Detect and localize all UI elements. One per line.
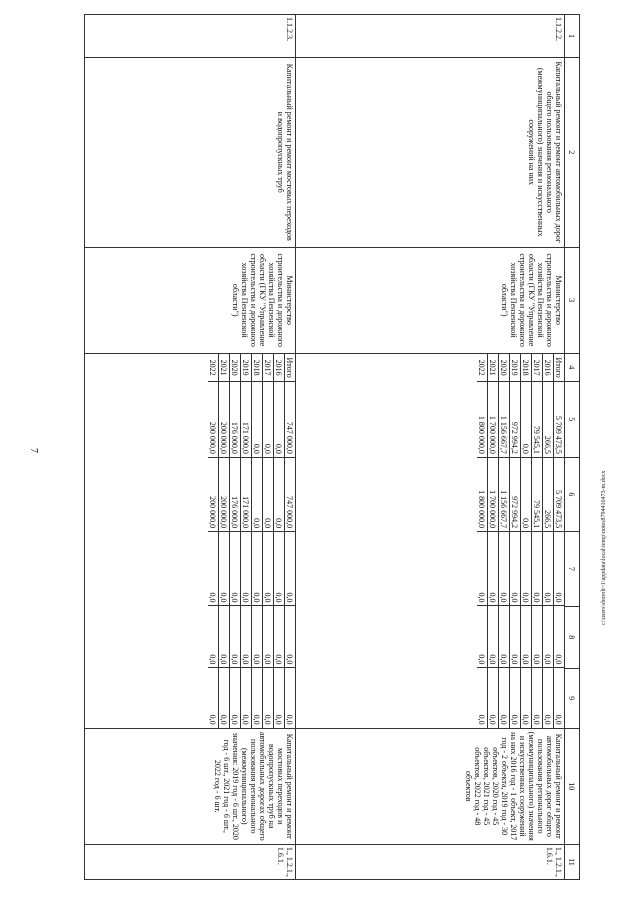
total-cell: 0,0 [263,382,274,457]
total-cell: 200 000,0 [219,382,230,457]
regional-budget-cell: 1 800 000,0 [477,457,488,531]
program-activities-table [84,14,580,880]
funding-subtable [208,354,295,728]
year-row [241,354,252,728]
local-budget-cell: 0,0 [554,606,565,668]
local-budget-cell: 0,0 [263,606,274,668]
other-sources-cell: 0,0 [521,668,532,728]
local-budget-cell: 0,0 [252,606,263,668]
year-cell: 2021 [219,354,230,382]
other-sources-cell: 0,0 [488,668,499,728]
local-budget-cell: 0,0 [219,606,230,668]
local-budget-cell: 0,0 [488,606,499,668]
total-cell: 266,5 [543,382,554,457]
federal-budget-cell: 0,0 [488,532,499,606]
year-row [285,354,296,728]
funding-subtable [477,354,564,728]
regional-budget-cell: 1 156 667,7 [499,457,510,531]
column-header: 8 [565,606,580,668]
year-cell: 2017 [263,354,274,382]
regional-budget-cell: 1 700 000,0 [488,457,499,531]
year-row [521,354,532,728]
file-path-footer: c:\users\sboroli~1\appdata\local\temp\notes8794416473-m.docx [601,470,607,625]
year-row [532,354,543,728]
year-row [477,354,488,728]
funding-by-year [296,353,565,728]
year-row [208,354,219,728]
year-row [488,354,499,728]
other-sources-cell: 0,0 [510,668,521,728]
federal-budget-cell: 0,0 [521,532,532,606]
local-budget-cell: 0,0 [477,606,488,668]
year-cell: 2016 [274,354,285,382]
year-cell: 2021 [488,354,499,382]
federal-budget-cell: 0,0 [543,532,554,606]
federal-budget-cell: 0,0 [499,532,510,606]
federal-budget-cell: 0,0 [510,532,521,606]
column-number-row [565,15,580,880]
year-cell: 2017 [532,354,543,382]
total-cell: 0,0 [274,382,285,457]
regional-budget-cell: 0,0 [521,457,532,531]
total-cell: 972 994,2 [510,382,521,457]
regional-budget-cell: 0,0 [274,457,285,531]
total-cell: 1 800 000,0 [477,382,488,457]
other-sources-cell: 0,0 [285,668,296,728]
column-header: 4 [565,353,580,381]
regional-budget-cell: 200 000,0 [219,457,230,531]
federal-budget-cell: 0,0 [477,532,488,606]
indicator: Капитальный ремонт и ремонт автомобильных дорог общего пользования регионального (межмуниципального) значения и искусственных сооружений на них 2016 год - 1 объект, 2017 год - 2 объекта, 2019 год - 30 объектов, 2020 год - 45 объектов, 2021 год - 45 объектов, 2022 год - 48 объектов [296,728,565,844]
year-cell: Итого [554,354,565,382]
local-budget-cell: 0,0 [274,606,285,668]
table-row [296,15,565,880]
local-budget-cell: 0,0 [510,606,521,668]
federal-budget-cell: 0,0 [208,532,219,606]
column-header: 5 [565,381,580,457]
indicator: Капитальный ремонт и ремонт мостовых переходов и водопропускных труб на автомобильных дорогах общего пользования регионального (межмуниципального) значения: 2019 год - 6 шт., 2020 год - 6 шт., 2021 год - 6 шт., 2022 год - 6 шт. [85,728,296,844]
local-budget-cell: 0,0 [499,606,510,668]
activity-number: 1.1.2.3. [85,15,296,58]
regional-budget-cell: 200 000,0 [208,457,219,531]
reference: 1., 1.2.1., 1.6.1. [85,844,296,879]
column-header: 10 [565,728,580,844]
regional-budget-cell: 747 000,0 [285,457,296,531]
total-cell: 171 000,0 [241,382,252,457]
total-cell: 200 000,0 [208,382,219,457]
year-cell: 2022 [208,359,218,376]
federal-budget-cell: 0,0 [285,532,296,606]
reference: 1., 1.2.1., 1.6.1. [296,844,565,879]
executor: Министерство строительства и дорожного хозяйства Пензенской области (ГКУ "Управление строительства и дорожного хозяйства Пензенской области") [296,247,565,353]
federal-budget-cell: 0,0 [230,532,241,606]
local-budget-cell: 0,0 [208,606,219,668]
federal-budget-cell: 0,0 [532,532,543,606]
total-cell: 1 700 000,0 [488,382,499,457]
year-cell: 2018 [521,354,532,382]
regional-budget-cell: 0,0 [252,457,263,531]
year-cell: 2016 [543,354,554,382]
column-header: 9 [565,668,580,728]
total-cell: 5 709 473,5 [554,382,565,457]
other-sources-cell: 0,0 [499,668,510,728]
column-header: 2 [565,57,580,247]
year-row [219,354,230,728]
total-cell: 747 000,0 [285,382,296,457]
column-header: 6 [565,457,580,532]
total-cell: 0,0 [252,382,263,457]
regional-budget-cell: 176 000,0 [230,457,241,531]
other-sources-cell: 0,0 [208,668,219,728]
year-cell: 2020 [499,354,510,382]
other-sources-cell: 0,0 [252,668,263,728]
other-sources-cell: 0,0 [274,668,285,728]
funding-by-year [85,353,296,728]
other-sources-cell: 0,0 [219,668,230,728]
page-number: 7 [28,448,39,453]
other-sources-cell: 0,0 [477,668,488,728]
activity-name: Капитальный ремонт и ремонт мостовых переходов и водопропускных труб [85,57,296,247]
federal-budget-cell: 0,0 [241,532,252,606]
federal-budget-cell: 0,0 [263,532,274,606]
other-sources-cell: 0,0 [543,668,554,728]
executor: Министерство строительства и дорожного хозяйства Пензенской области (ГКУ "Управление строительства и дорожного хозяйства Пензенской области") [85,247,296,353]
other-sources-cell: 0,0 [554,668,565,728]
regional-budget-cell: 5 709 473,5 [554,457,565,531]
local-budget-cell: 0,0 [521,606,532,668]
regional-budget-cell: 171 000,0 [241,457,252,531]
total-cell: 79 545,1 [532,382,543,457]
year-cell: 2019 [510,354,521,382]
column-header: 7 [565,532,580,607]
year-row [543,354,554,728]
other-sources-cell: 0,0 [263,668,274,728]
year-row [230,354,241,728]
federal-budget-cell: 0,0 [252,532,263,606]
other-sources-cell: 0,0 [241,668,252,728]
total-cell: 176 000,0 [230,382,241,457]
year-row [510,354,521,728]
regional-budget-cell: 79 545,1 [532,457,543,531]
table-row [85,15,296,880]
year-cell: 2019 [241,354,252,382]
other-sources-cell: 0,0 [532,668,543,728]
local-budget-cell: 0,0 [532,606,543,668]
year-cell: 2022 [477,359,487,376]
year-row [554,354,565,728]
federal-budget-cell: 0,0 [219,532,230,606]
federal-budget-cell: 0,0 [554,532,565,606]
column-header: 1 [565,15,580,58]
regional-budget-cell: 266,5 [543,457,554,531]
column-header: 11 [565,844,580,879]
local-budget-cell: 0,0 [230,606,241,668]
activity-name: Капитальный ремонт и ремонт автомобильных дорог общего пользования регионального (межмуниципального) значения и искусственных сооружений на них [296,57,565,247]
year-cell: 2018 [252,354,263,382]
activity-number: 1.1.2.2. [296,15,565,58]
local-budget-cell: 0,0 [241,606,252,668]
column-header: 3 [565,247,580,353]
regional-budget-cell: 0,0 [263,457,274,531]
federal-budget-cell: 0,0 [274,532,285,606]
other-sources-cell: 0,0 [230,668,241,728]
year-cell: Итого [285,354,296,382]
year-row [499,354,510,728]
year-row [274,354,285,728]
year-row [252,354,263,728]
year-cell: 2020 [230,354,241,382]
regional-budget-cell: 972 994,2 [510,457,521,531]
year-row [263,354,274,728]
total-cell: 0,0 [521,382,532,457]
local-budget-cell: 0,0 [285,606,296,668]
rotated-table-container [80,14,580,880]
total-cell: 1 156 667,7 [499,382,510,457]
local-budget-cell: 0,0 [543,606,554,668]
